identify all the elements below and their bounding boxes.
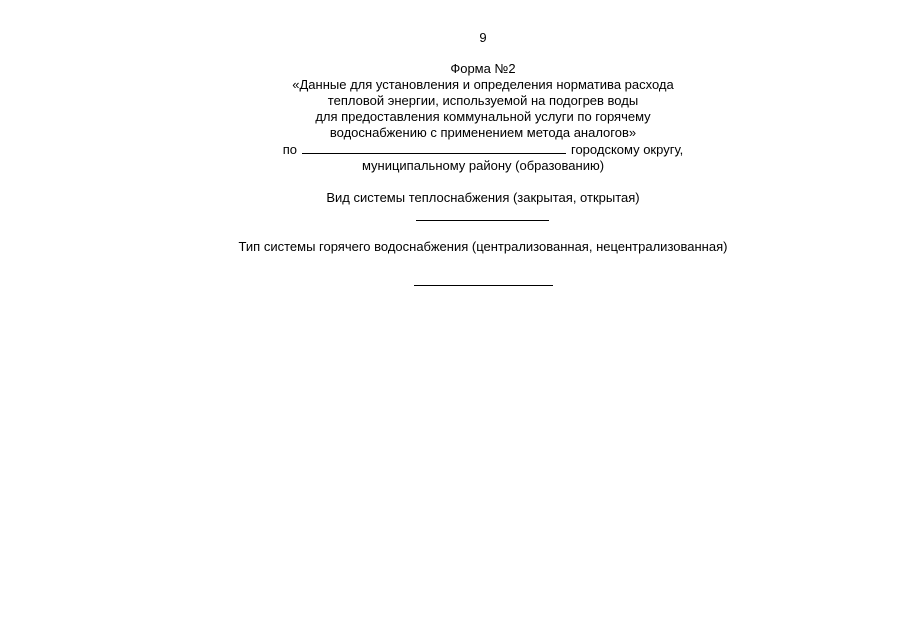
district-suffix: городскому округу,	[571, 142, 684, 157]
municipal-line: муниципальному району (образованию)	[361, 158, 605, 173]
form-title-block	[0, 61, 905, 174]
form-title-line-3: для предоставления коммунальной услуги по горячему	[315, 109, 651, 124]
hot-water-system-label: Тип системы горячего водоснабжения (централизованная, нецентрализованная)	[238, 239, 728, 254]
heat-supply-system-label: Вид системы теплоснабжения (закрытая, открытая)	[326, 190, 640, 205]
district-prefix: по	[282, 142, 297, 157]
form-title-line-2: тепловой энергии, используемой на подогрев воды	[327, 93, 639, 108]
form-title-line-1: «Данные для установления и определения норматива расхода	[292, 77, 674, 92]
form-heading: Форма №2	[450, 61, 516, 76]
heat-supply-blank-field[interactable]	[416, 220, 549, 221]
district-blank-field[interactable]	[302, 141, 566, 154]
hot-water-blank-field[interactable]	[414, 285, 553, 286]
form-title-line-4: водоснабжению с применением метода аналогов»	[329, 125, 637, 140]
page-number: 9	[479, 30, 487, 45]
district-line	[0, 141, 905, 158]
